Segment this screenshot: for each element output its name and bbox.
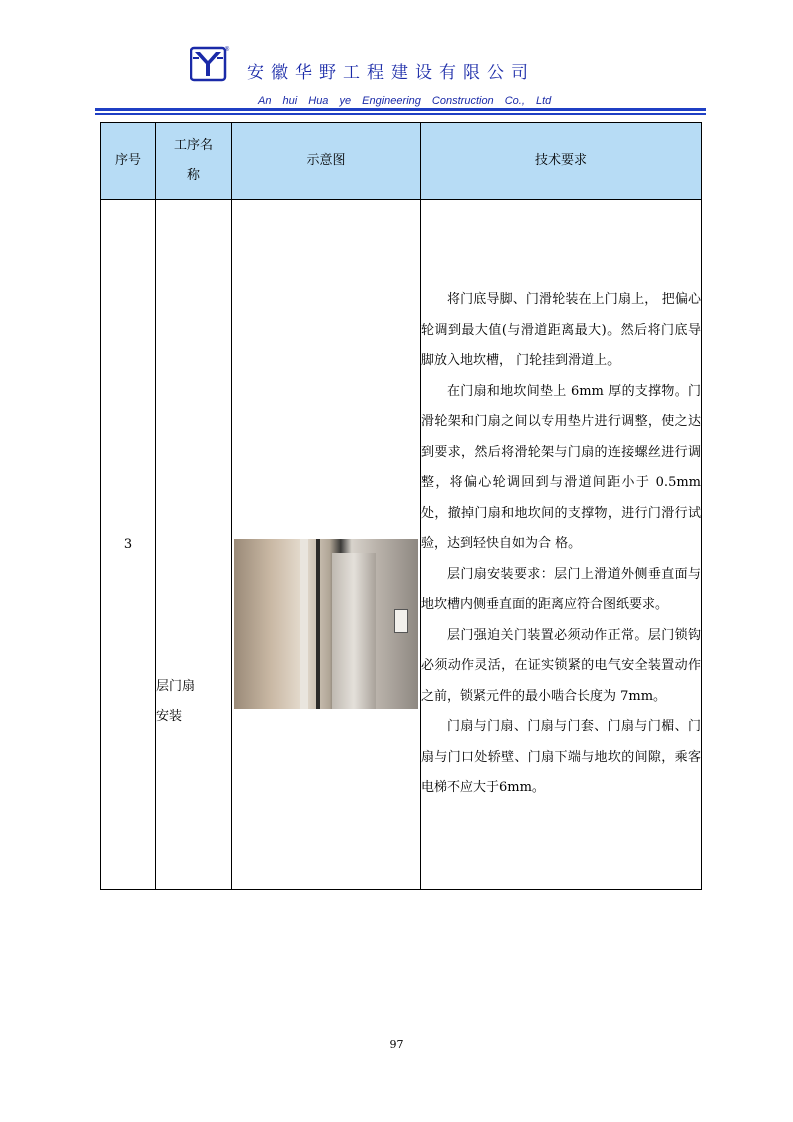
requirement-paragraph: 层门扇安装要求：层门上滑道外侧垂直面与地坎槽内侧垂直面的距离应符合图纸要求。: [421, 566, 701, 613]
header-requirements: 技术要求: [421, 123, 702, 200]
table-header-row: [101, 123, 702, 200]
company-name-en: An hui Hua ye Engineering Construction Co., Ltd: [258, 95, 552, 107]
requirement-paragraph: 门扇与门扇、门扇与门套、门扇与门楣、门扇与门口处轿壁、门扇下端与地坎的间隙，乘客电梯不应大于6mm。: [421, 719, 701, 796]
header-figure: 示意图: [232, 123, 421, 200]
header-name-text: 工序名称: [173, 138, 213, 183]
requirement-paragraph: 层门强迫关门装置必须动作正常。层门锁钩必须动作灵活，在证实锁紧的电气安全装置动作之前，锁紧元件的最小啮合长度为 7mm。: [421, 627, 701, 704]
company-name-cn: 安徽华野工程建设有限公司: [247, 63, 535, 83]
requirements-cell: [421, 200, 702, 890]
figure-cell: [232, 200, 421, 890]
door-installation-photo: [234, 539, 418, 709]
requirement-paragraph: 将门底导脚、门滑轮装在上门扇上， 把偏心轮调到最大值(与滑道距离最大)。然后将门底导脚放入地坎槽， 门轮挂到滑道上。: [421, 292, 701, 369]
header-rule-top: [95, 108, 706, 111]
page-number: 97: [389, 1038, 404, 1051]
header-name: [156, 123, 232, 200]
header-rule-bottom: [95, 113, 706, 115]
process-name: [156, 200, 232, 890]
header-no: 序号: [101, 123, 156, 200]
process-name-line2: 安装: [156, 708, 183, 724]
table-row: [101, 200, 702, 890]
company-logo: [190, 44, 230, 84]
requirement-paragraph: 在门扇和地坎间垫上 6mm 厚的支撑物。门滑轮架和门扇之间以专用垫片进行调整，使之达到要求，然后将滑轮架与门扇的连接螺丝进行调整，将偏心轮调回到与滑道间距小于 0.5mm 处，撤掉门扇和地坎间的支撑物，进行门滑行试验，达到轻快自如为合 格。: [421, 383, 701, 552]
row-number: 3: [101, 200, 156, 890]
process-name-line1: 层门扇: [156, 678, 196, 694]
registered-mark: ®: [224, 46, 230, 53]
process-table: [100, 122, 702, 890]
